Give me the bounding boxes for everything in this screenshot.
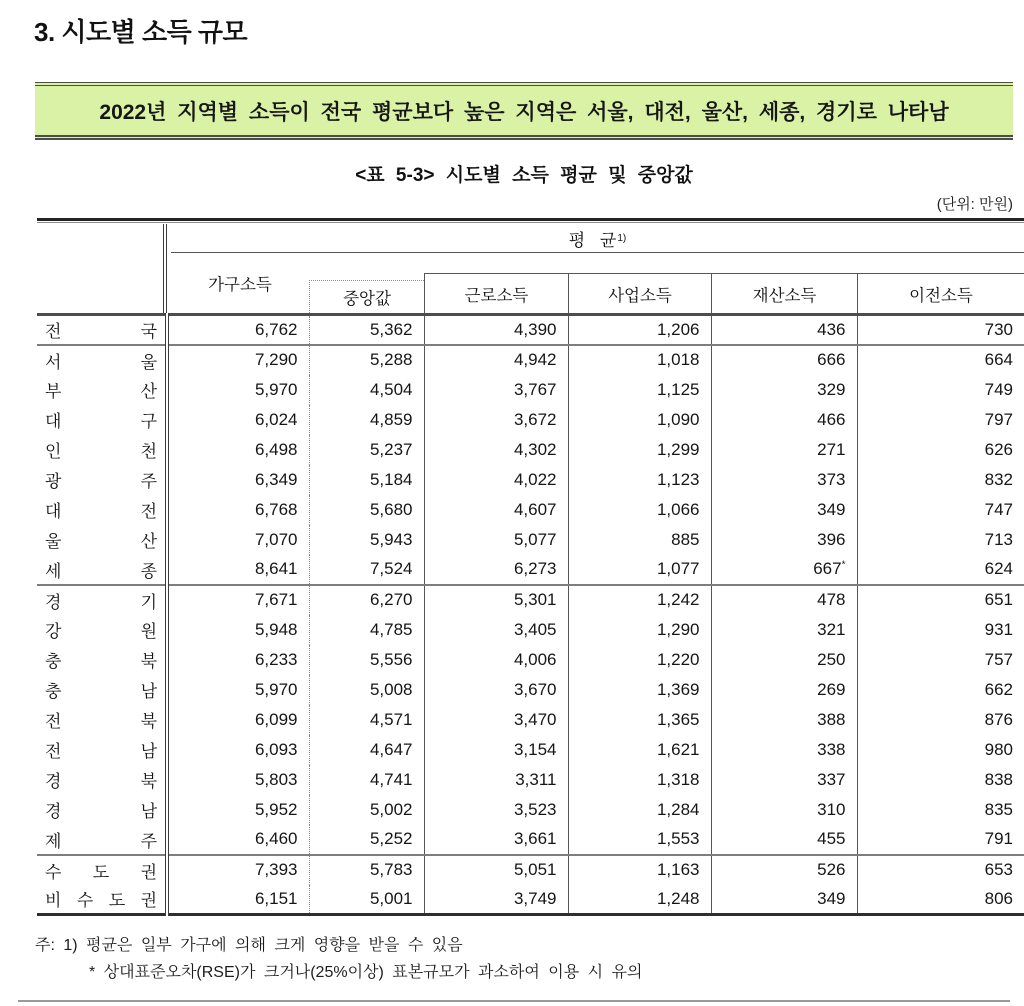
value-cell: 5,237 xyxy=(309,435,424,465)
value-cell: 6,099 xyxy=(167,705,309,735)
value-cell: 5,783 xyxy=(309,855,424,885)
value-cell: 653 xyxy=(984,860,1013,879)
value-cell: 730 xyxy=(857,315,1024,345)
value-cell: 5,252 xyxy=(309,825,424,855)
value-cell: 806 xyxy=(984,888,1013,908)
value-cell: 626 xyxy=(984,439,1013,459)
value-cell: 436 xyxy=(711,315,857,345)
table-row xyxy=(37,315,1024,345)
table-body xyxy=(37,315,1024,915)
value-cell: 1,369 xyxy=(568,675,711,705)
page-title: 3. 시도별 소득 규모 xyxy=(34,17,248,47)
value-cell: 3,767 xyxy=(424,375,568,405)
region-cell: 인 천 xyxy=(37,435,167,465)
region-cell: 충 남 xyxy=(37,675,167,705)
value-cell: 8,641 xyxy=(167,555,309,585)
value-cell: 651 xyxy=(984,590,1013,609)
unit-label: (단위: 만원) xyxy=(936,196,1013,213)
value-cell: 4,785 xyxy=(309,615,424,645)
table-row xyxy=(37,375,1024,405)
value-cell: 6,270 xyxy=(309,585,424,615)
region-cell: 대 구 xyxy=(37,405,167,435)
table-row xyxy=(37,585,1024,615)
table-row xyxy=(37,675,1024,705)
header-col-household-income: 가구소득 xyxy=(208,276,272,294)
value-cell: 4,022 xyxy=(424,465,568,495)
value-cell: 1,318 xyxy=(568,765,711,795)
value-cell: 747 xyxy=(984,499,1013,519)
region-cell: 비 수 도 권 xyxy=(37,885,167,915)
table-row xyxy=(37,735,1024,765)
value-cell: 5,556 xyxy=(309,645,424,675)
value-cell: 5,952 xyxy=(167,795,309,825)
value-cell: 7,524 xyxy=(309,555,424,585)
region-cell: 전 북 xyxy=(37,705,167,735)
value-cell: 4,390 xyxy=(424,315,568,345)
value-cell: 321 xyxy=(711,615,857,645)
value-cell: 664 xyxy=(984,350,1013,369)
table-row xyxy=(37,795,1024,825)
value-cell: 6,093 xyxy=(167,735,309,765)
value-cell: 6,024 xyxy=(167,405,309,435)
income-table xyxy=(37,218,1024,916)
value-cell: 526 xyxy=(711,855,857,885)
value-cell: 5,288 xyxy=(309,345,424,375)
table-row xyxy=(37,345,1024,375)
value-cell: 1,066 xyxy=(568,495,711,525)
value-cell: 1,242 xyxy=(568,585,711,615)
value-cell: 4,647 xyxy=(309,735,424,765)
value-cell: 7,393 xyxy=(167,855,309,885)
region-cell: 대 전 xyxy=(37,495,167,525)
value-cell: 1,123 xyxy=(568,465,711,495)
group-mean-footnote-marker: 1) xyxy=(617,232,627,244)
value-cell: 1,290 xyxy=(568,615,711,645)
value-cell: 6,768 xyxy=(167,495,309,525)
value-cell: 1,284 xyxy=(568,795,711,825)
table-row xyxy=(37,855,1024,885)
table-row xyxy=(37,705,1024,735)
value-cell: 749 xyxy=(984,379,1013,399)
value-cell: 5,970 xyxy=(167,375,309,405)
value-cell: 5,301 xyxy=(424,585,568,615)
region-cell: 울 산 xyxy=(37,525,167,555)
value-cell: 466 xyxy=(711,405,857,435)
rse-flag-marker: * xyxy=(841,559,846,571)
value-cell: 1,248 xyxy=(568,885,711,915)
region-cell: 광 주 xyxy=(37,465,167,495)
value-cell: 3,670 xyxy=(424,675,568,705)
value-cell: 3,672 xyxy=(424,405,568,435)
table-header xyxy=(37,224,1024,313)
value-cell: 931 xyxy=(984,619,1013,639)
value-cell: 666 xyxy=(711,345,857,375)
value-cell: 3,311 xyxy=(424,765,568,795)
value-cell: 3,154 xyxy=(424,735,568,765)
highlight-banner xyxy=(35,82,1013,140)
region-cell: 전 국 xyxy=(37,315,167,345)
value-cell: 757 xyxy=(984,649,1013,669)
value-cell: 5,002 xyxy=(309,795,424,825)
value-cell: 6,349 xyxy=(167,465,309,495)
value-cell: 876 xyxy=(984,709,1013,729)
value-cell: 6,498 xyxy=(167,435,309,465)
value-cell: 388 xyxy=(711,705,857,735)
value-cell: 4,741 xyxy=(309,765,424,795)
value-cell: 396 xyxy=(711,525,857,555)
value-cell: 713 xyxy=(984,529,1013,549)
value-cell: 7,070 xyxy=(167,525,309,555)
footnote-2: * 상대표준오차(RSE)가 크거나(25%이상) 표본규모가 과소하여 이용 시 유의 xyxy=(89,964,643,981)
value-cell: 5,362 xyxy=(309,315,424,345)
value-cell: 980 xyxy=(984,739,1013,759)
value-cell: 5,970 xyxy=(167,675,309,705)
value-cell: 1,125 xyxy=(568,375,711,405)
region-cell: 충 북 xyxy=(37,645,167,675)
header-group-mean xyxy=(171,224,1024,253)
value-cell: 250 xyxy=(711,645,857,675)
value-cell: 5,077 xyxy=(424,525,568,555)
value-cell: 4,302 xyxy=(424,435,568,465)
value-cell: 1,090 xyxy=(568,405,711,435)
value-cell: 1,163 xyxy=(568,855,711,885)
value-cell: 4,006 xyxy=(424,645,568,675)
region-cell: 전 남 xyxy=(37,735,167,765)
value-cell: 832 xyxy=(984,469,1013,489)
region-cell: 세 종 xyxy=(37,555,167,585)
table-row xyxy=(37,555,1024,585)
value-cell: 3,470 xyxy=(424,705,568,735)
value-cell: 6,762 xyxy=(167,315,309,345)
value-cell: 624 xyxy=(857,555,1024,585)
value-cell: 5,943 xyxy=(309,525,424,555)
table-row xyxy=(37,495,1024,525)
region-cell: 경 북 xyxy=(37,765,167,795)
value-cell: 3,661 xyxy=(424,825,568,855)
value-cell: 885 xyxy=(568,525,711,555)
region-cell: 경 남 xyxy=(37,795,167,825)
value-cell: 7,290 xyxy=(167,345,309,375)
header-col-transfer-income: 이전소득 xyxy=(857,273,1024,313)
value-cell: 5,680 xyxy=(309,495,424,525)
header-col-median: 중앙값 xyxy=(309,280,424,313)
value-cell: 5,948 xyxy=(167,615,309,645)
value-cell: 835 xyxy=(984,799,1013,819)
value-cell: 6,460 xyxy=(167,825,309,855)
table-row xyxy=(37,405,1024,435)
page-bottom-rule xyxy=(18,1000,1010,1002)
value-cell: 1,553 xyxy=(568,825,711,855)
value-cell: 5,803 xyxy=(167,765,309,795)
value-cell: 5,184 xyxy=(309,465,424,495)
footnotes xyxy=(35,932,642,986)
table-row xyxy=(37,645,1024,675)
footnote-1: 주: 1) 평균은 일부 가구에 의해 크게 영향을 받을 수 있음 xyxy=(35,937,463,954)
value-cell: 667* xyxy=(711,555,857,585)
value-cell: 4,504 xyxy=(309,375,424,405)
value-cell: 1,018 xyxy=(568,345,711,375)
value-cell: 1,077 xyxy=(568,555,711,585)
table-caption: <표 5-3> 시도별 소득 평균 및 중앙값 xyxy=(355,165,693,186)
value-cell: 3,523 xyxy=(424,795,568,825)
region-cell: 부 산 xyxy=(37,375,167,405)
region-cell: 수 도 권 xyxy=(37,855,167,885)
value-cell: 6,151 xyxy=(167,885,309,915)
value-cell: 1,365 xyxy=(568,705,711,735)
value-cell: 478 xyxy=(711,585,857,615)
value-cell: 310 xyxy=(711,795,857,825)
value-cell: 337 xyxy=(711,765,857,795)
region-cell: 제 주 xyxy=(37,825,167,855)
value-cell: 1,220 xyxy=(568,645,711,675)
value-cell: 662 xyxy=(984,679,1013,699)
region-cell: 서 울 xyxy=(37,345,167,375)
value-cell: 3,405 xyxy=(424,615,568,645)
value-cell: 797 xyxy=(984,409,1013,429)
region-cell: 강 원 xyxy=(37,615,167,645)
value-cell: 6,233 xyxy=(167,645,309,675)
table-row xyxy=(37,885,1024,915)
value-cell: 6,273 xyxy=(424,555,568,585)
value-cell: 4,607 xyxy=(424,495,568,525)
value-cell: 373 xyxy=(711,465,857,495)
value-cell: 338 xyxy=(711,735,857,765)
table-row xyxy=(37,465,1024,495)
value-cell: 4,859 xyxy=(309,405,424,435)
value-cell: 5,051 xyxy=(424,855,568,885)
value-cell: 269 xyxy=(711,675,857,705)
header-col-earned-income: 근로소득 xyxy=(424,273,568,313)
header-region-cell xyxy=(37,224,167,313)
value-cell: 271 xyxy=(711,435,857,465)
value-cell: 3,749 xyxy=(424,885,568,915)
region-cell: 경 기 xyxy=(37,585,167,615)
value-cell: 4,571 xyxy=(309,705,424,735)
value-cell: 349 xyxy=(711,885,857,915)
value-cell: 5,001 xyxy=(309,885,424,915)
header-col-business-income: 사업소득 xyxy=(568,273,711,313)
value-cell: 791 xyxy=(857,825,1024,855)
table-row xyxy=(37,825,1024,855)
value-cell: 1,621 xyxy=(568,735,711,765)
table-row xyxy=(37,525,1024,555)
table-row xyxy=(37,435,1024,465)
table-row xyxy=(37,765,1024,795)
value-cell: 329 xyxy=(711,375,857,405)
value-cell: 7,671 xyxy=(167,585,309,615)
header-col-property-income: 재산소득 xyxy=(711,273,857,313)
group-mean-label: 평 균 xyxy=(568,230,617,250)
value-cell: 349 xyxy=(711,495,857,525)
value-cell: 1,206 xyxy=(568,315,711,345)
value-cell: 1,299 xyxy=(568,435,711,465)
value-cell: 5,008 xyxy=(309,675,424,705)
value-cell: 455 xyxy=(711,825,857,855)
highlight-text: 2022년 지역별 소득이 전국 평균보다 높은 지역은 서울, 대전, 울산, 세종, 경기로 나타남 xyxy=(99,100,949,124)
table-row xyxy=(37,615,1024,645)
value-cell: 838 xyxy=(984,769,1013,789)
table-grid xyxy=(37,313,1024,916)
value-cell: 4,942 xyxy=(424,345,568,375)
